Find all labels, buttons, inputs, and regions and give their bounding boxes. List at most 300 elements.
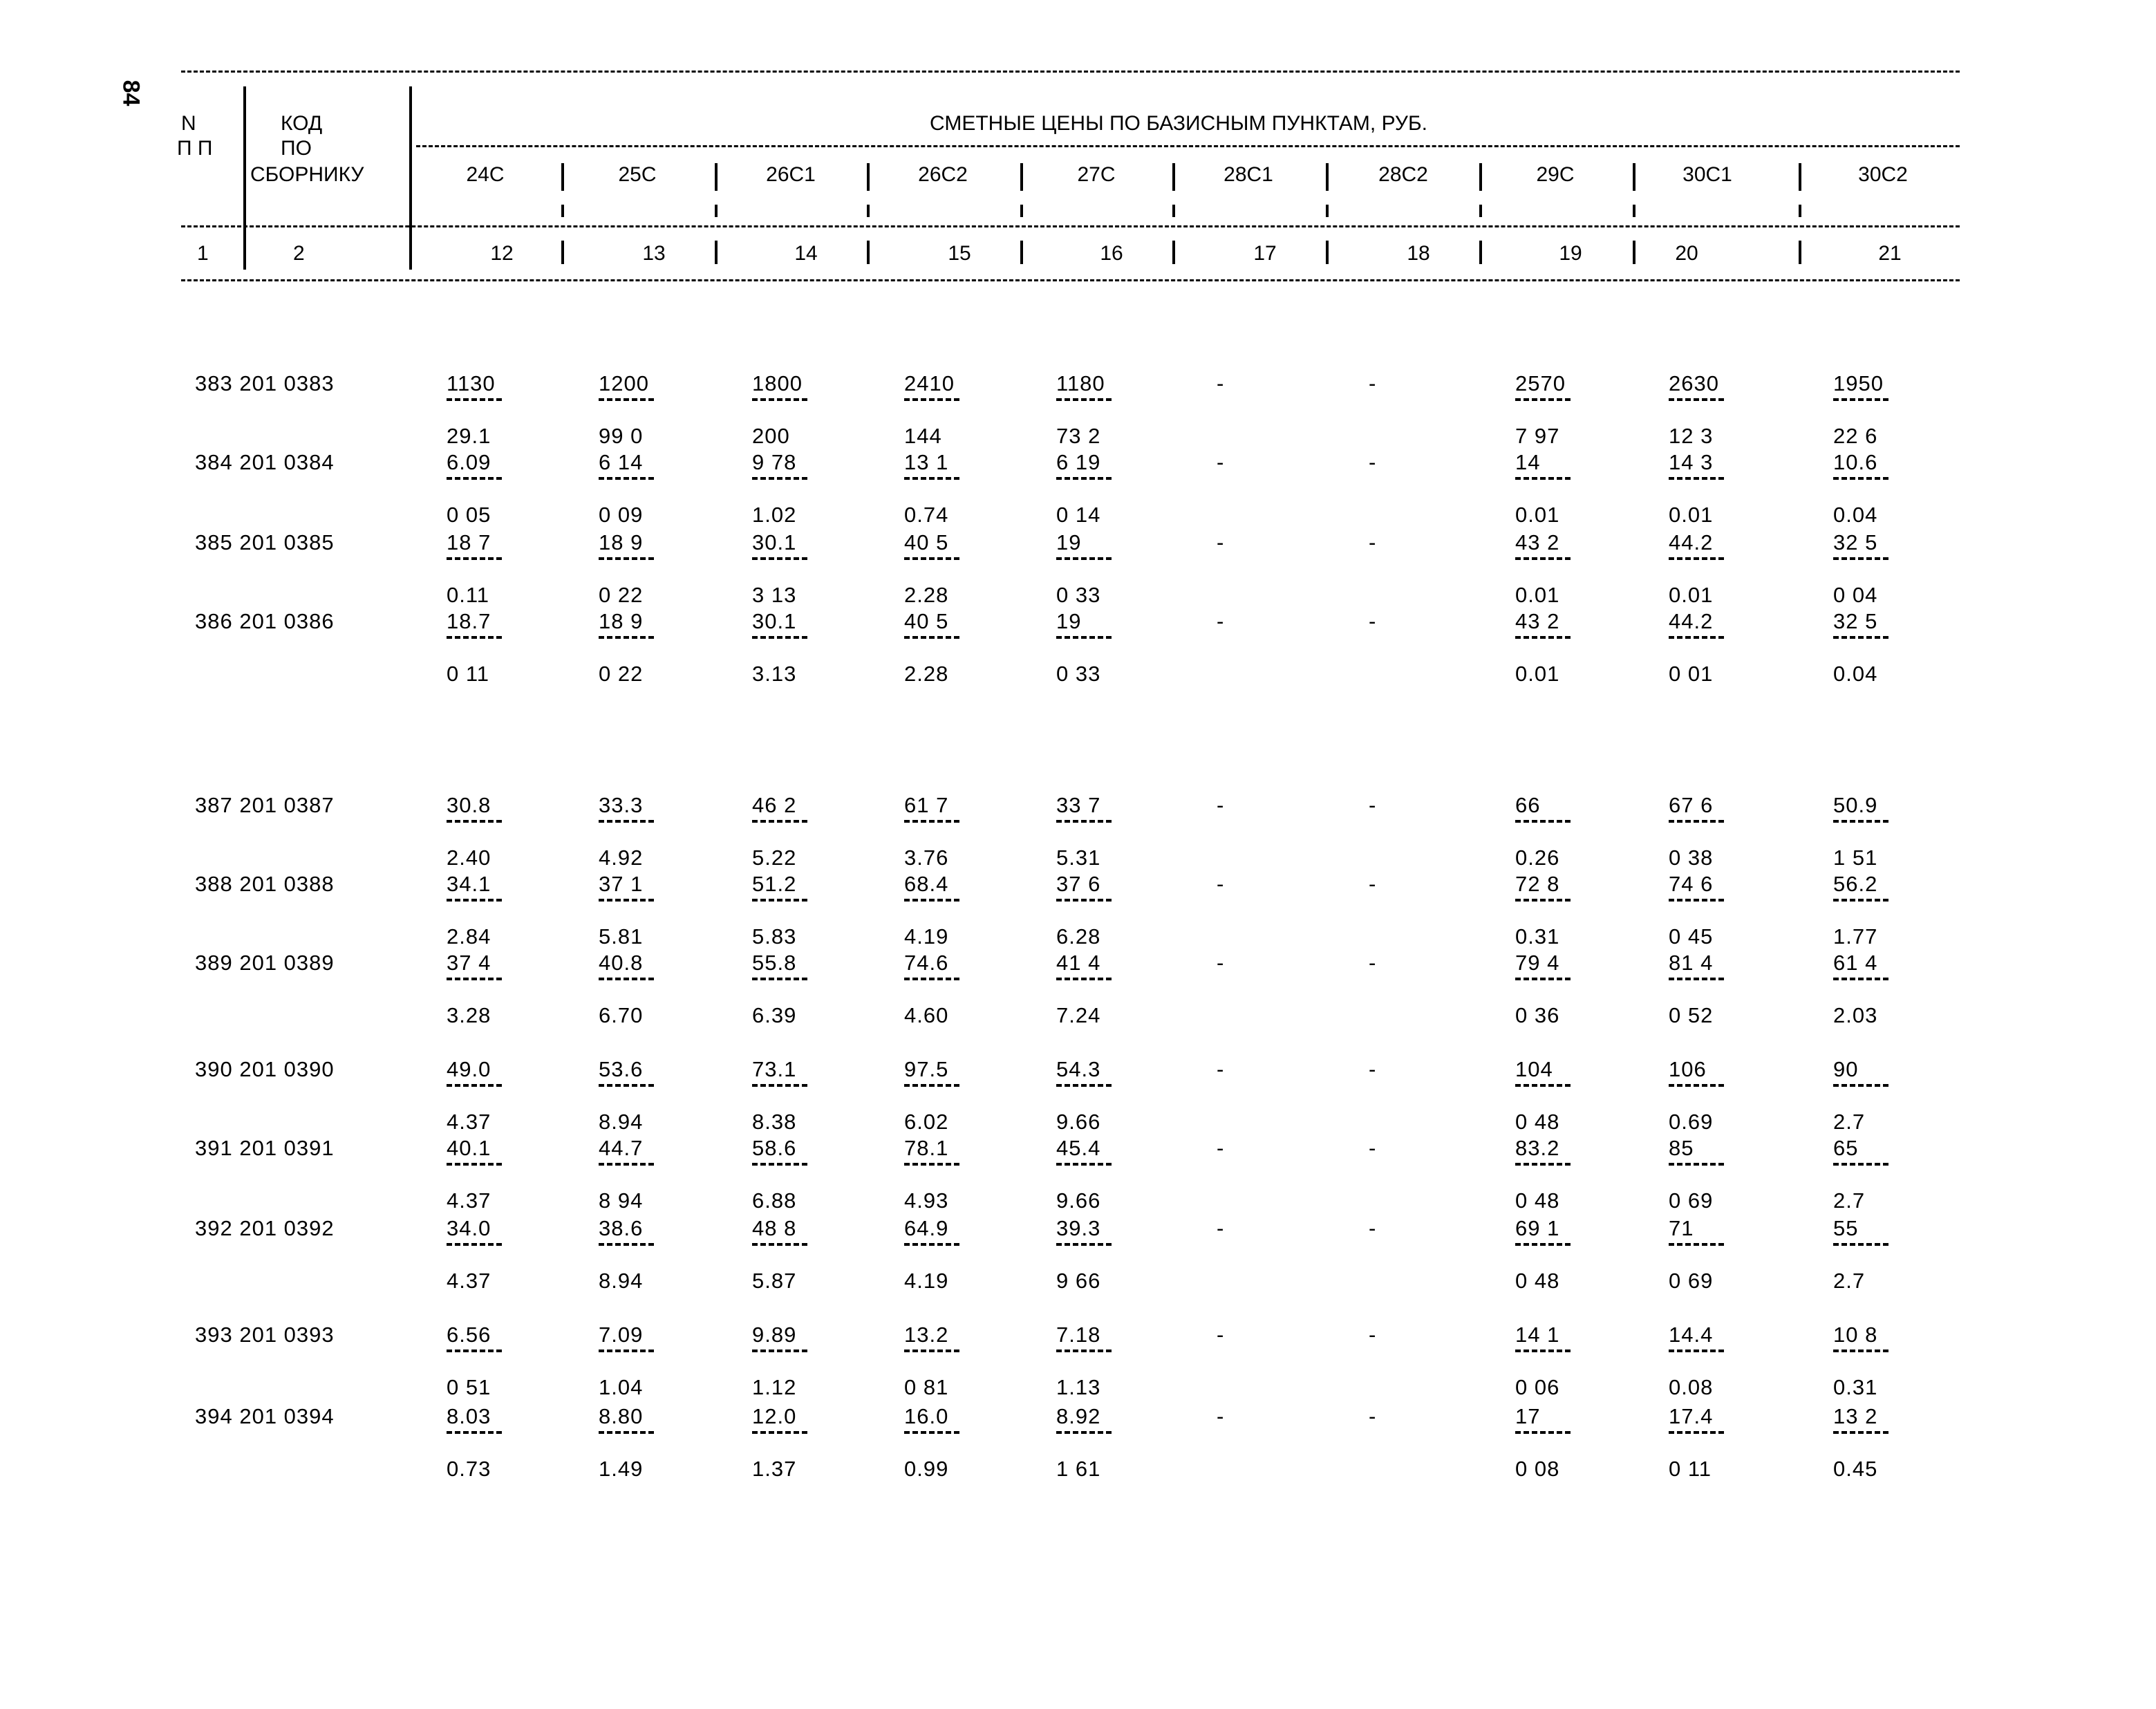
cell-top-value: - (1369, 872, 1377, 896)
column-header: 29С (1536, 163, 1575, 186)
cell-bottom-value: 2.03 (1833, 1003, 1878, 1027)
cell-top-value: 12.0 (752, 1404, 797, 1428)
cell-top-value: 61 4 (1833, 951, 1878, 975)
cell-top-value: 68.4 (904, 872, 949, 896)
cell-bottom-value: 4.19 (904, 1269, 949, 1293)
fraction-bar (752, 899, 807, 902)
cell-top-value: 32 5 (1833, 530, 1878, 554)
cell-top-value: 39.3 (1056, 1216, 1101, 1240)
cell-bottom-value: 2.7 (1833, 1110, 1866, 1134)
fraction-bar (1669, 899, 1724, 902)
cell-bottom-value: 1 61 (1056, 1457, 1101, 1481)
column-separator (561, 163, 564, 191)
fraction-bar (752, 557, 807, 560)
fraction-bar (1056, 899, 1112, 902)
fraction-bar (1515, 978, 1571, 980)
fraction-bar (1833, 820, 1888, 823)
cell-top-value: - (1369, 951, 1377, 975)
cell-top-value: 8.80 (599, 1404, 644, 1428)
cell-bottom-value: 6.70 (599, 1003, 644, 1027)
cell-top-value: 18.7 (447, 609, 491, 633)
rule-top (181, 71, 1960, 73)
fraction-bar (752, 1163, 807, 1166)
cell-bottom-value: 1.12 (752, 1375, 797, 1399)
cell-bottom-value: 0.99 (904, 1457, 949, 1481)
index-label: 18 (1407, 242, 1430, 265)
column-header: 28С1 (1224, 163, 1273, 186)
fraction-bar (447, 820, 502, 823)
column-separator (1172, 205, 1175, 217)
cell-bottom-value: 0.69 (1669, 1110, 1714, 1134)
cell-bottom-value: 12 3 (1669, 424, 1714, 448)
header-code-line2: ПО (281, 137, 312, 160)
fraction-bar (752, 1431, 807, 1434)
row-id: 385 201 0385 (195, 530, 335, 554)
cell-bottom-value: 0 01 (1669, 662, 1714, 686)
cell-bottom-value: 0.04 (1833, 662, 1878, 686)
fraction-bar (447, 1163, 502, 1166)
column-separator (1633, 163, 1635, 191)
index-label: 19 (1559, 242, 1582, 265)
fraction-bar (599, 820, 654, 823)
cell-top-value: 6.56 (447, 1323, 491, 1347)
fraction-bar (904, 398, 959, 401)
cell-top-value: 90 (1833, 1057, 1859, 1081)
fraction-bar (1833, 1350, 1888, 1352)
cell-top-value: 106 (1669, 1057, 1707, 1081)
cell-top-value: 2570 (1515, 371, 1566, 395)
cell-bottom-value: 4.37 (447, 1188, 491, 1213)
fraction-bar (1833, 1084, 1888, 1087)
cell-bottom-value: 5.22 (752, 846, 797, 870)
row-id: 386 201 0386 (195, 609, 335, 633)
cell-bottom-value: 8.94 (599, 1269, 644, 1293)
cell-bottom-value: 0 33 (1056, 583, 1101, 607)
rule-subheader (416, 145, 1960, 147)
fraction-bar (1833, 1163, 1888, 1166)
fraction-bar (904, 1084, 959, 1087)
cell-top-value: 44.7 (599, 1136, 644, 1160)
cell-bottom-value: 5.31 (1056, 846, 1101, 870)
cell-top-value: 1200 (599, 371, 649, 395)
cell-top-value: 1130 (447, 371, 496, 395)
cell-top-value: 37 1 (599, 872, 644, 896)
column-separator (409, 86, 412, 270)
cell-bottom-value: 0 38 (1669, 846, 1714, 870)
cell-bottom-value: 0 69 (1669, 1188, 1714, 1213)
column-separator (715, 163, 718, 191)
cell-top-value: 45.4 (1056, 1136, 1101, 1160)
cell-bottom-value: 3.13 (752, 662, 797, 686)
cell-bottom-value: 7 97 (1515, 424, 1560, 448)
cell-top-value: 67 6 (1669, 793, 1714, 817)
cell-top-value: 46 2 (752, 793, 797, 817)
cell-bottom-value: 0 22 (599, 583, 644, 607)
cell-bottom-value: 5.81 (599, 924, 644, 949)
fraction-bar (752, 1243, 807, 1246)
cell-bottom-value: 8.38 (752, 1110, 797, 1134)
fraction-bar (447, 899, 502, 902)
column-header: 26С1 (766, 163, 816, 186)
cell-top-value: 6.09 (447, 450, 491, 474)
fraction-bar (1669, 477, 1724, 480)
cell-bottom-value: 0 11 (1669, 1457, 1712, 1481)
cell-bottom-value: 3.28 (447, 1003, 491, 1027)
cell-bottom-value: 3 13 (752, 583, 797, 607)
cell-top-value: - (1217, 450, 1225, 474)
cell-top-value: 83.2 (1515, 1136, 1560, 1160)
cell-top-value: - (1369, 1323, 1377, 1347)
fraction-bar (1515, 1084, 1571, 1087)
column-separator (1020, 241, 1023, 264)
cell-top-value: 14.4 (1669, 1323, 1714, 1347)
page-number: 84 (118, 80, 144, 106)
fraction-bar (1669, 398, 1724, 401)
cell-top-value: 48 8 (752, 1216, 797, 1240)
row-id: 392 201 0392 (195, 1216, 335, 1240)
fraction-bar (599, 1350, 654, 1352)
index-label: 16 (1100, 242, 1123, 265)
cell-bottom-value: 4.93 (904, 1188, 949, 1213)
cell-bottom-value: 4.19 (904, 924, 949, 949)
cell-top-value: 1800 (752, 371, 803, 395)
fraction-bar (1515, 1243, 1571, 1246)
fraction-bar (599, 398, 654, 401)
cell-top-value: 55.8 (752, 951, 797, 975)
fraction-bar (1833, 557, 1888, 560)
column-header: 30С1 (1682, 163, 1732, 186)
fraction-bar (752, 820, 807, 823)
fraction-bar (1669, 1350, 1724, 1352)
fraction-bar (447, 477, 502, 480)
column-separator (1326, 241, 1329, 264)
column-separator (867, 241, 870, 264)
cell-bottom-value: 9 66 (1056, 1269, 1101, 1293)
cell-bottom-value: 0.74 (904, 503, 949, 527)
column-separator (243, 86, 246, 270)
cell-bottom-value: 6.28 (1056, 924, 1101, 949)
column-separator (1172, 163, 1175, 191)
header-number-line2: П П (177, 137, 213, 160)
row-id: 394 201 0394 (195, 1404, 335, 1428)
cell-bottom-value: 0 48 (1515, 1110, 1560, 1134)
cell-top-value: 8.03 (447, 1404, 491, 1428)
column-separator (1326, 163, 1329, 191)
cell-bottom-value: 0 48 (1515, 1269, 1560, 1293)
column-separator (1479, 163, 1482, 191)
cell-top-value: - (1369, 450, 1377, 474)
cell-top-value: 43 2 (1515, 530, 1560, 554)
fraction-bar (1056, 820, 1112, 823)
fraction-bar (1056, 1431, 1112, 1434)
cell-bottom-value: 6.88 (752, 1188, 797, 1213)
cell-bottom-value: 0 36 (1515, 1003, 1560, 1027)
cell-bottom-value: 0 11 (447, 662, 490, 686)
cell-top-value: 18 9 (599, 530, 644, 554)
cell-bottom-value: 2.7 (1833, 1269, 1866, 1293)
header-code-line3: СБОРНИКУ (250, 163, 364, 186)
cell-bottom-value: 5.87 (752, 1269, 797, 1293)
cell-top-value: 33.3 (599, 793, 644, 817)
cell-bottom-value: 0 09 (599, 503, 644, 527)
cell-bottom-value: 1.49 (599, 1457, 644, 1481)
fraction-bar (752, 978, 807, 980)
cell-top-value: 85 (1669, 1136, 1694, 1160)
cell-top-value: - (1217, 951, 1225, 975)
cell-bottom-value: 0.04 (1833, 503, 1878, 527)
column-separator (1479, 241, 1482, 264)
fraction-bar (1056, 557, 1112, 560)
fraction-bar (447, 398, 502, 401)
column-separator (1633, 241, 1635, 264)
cell-bottom-value: 1.04 (599, 1375, 644, 1399)
cell-top-value: - (1369, 793, 1377, 817)
column-separator (1633, 205, 1635, 217)
cell-top-value: 9.89 (752, 1323, 797, 1347)
cell-top-value: 56.2 (1833, 872, 1878, 896)
cell-top-value: 14 (1515, 450, 1541, 474)
column-separator (1799, 241, 1801, 264)
cell-bottom-value: 9.66 (1056, 1188, 1101, 1213)
cell-top-value: 19 (1056, 530, 1082, 554)
cell-bottom-value: 73 2 (1056, 424, 1101, 448)
fraction-bar (1669, 1084, 1724, 1087)
cell-top-value: 30.8 (447, 793, 491, 817)
fraction-bar (599, 1163, 654, 1166)
cell-top-value: 81 4 (1669, 951, 1714, 975)
header-number-line1: N (181, 112, 196, 135)
cell-top-value: 33 7 (1056, 793, 1101, 817)
column-separator (715, 205, 718, 217)
cell-top-value: 6 14 (599, 450, 644, 474)
column-header: 24С (466, 163, 505, 186)
cell-top-value: 51.2 (752, 872, 797, 896)
cell-bottom-value: 1.13 (1056, 1375, 1101, 1399)
cell-bottom-value: 2.28 (904, 662, 949, 686)
cell-top-value: 78.1 (904, 1136, 949, 1160)
cell-top-value: 2630 (1669, 371, 1719, 395)
cell-top-value: 41 4 (1056, 951, 1101, 975)
row-id: 384 201 0384 (195, 450, 335, 474)
cell-bottom-value: 0 06 (1515, 1375, 1560, 1399)
cell-top-value: 7.09 (599, 1323, 644, 1347)
fraction-bar (1515, 1163, 1571, 1166)
cell-top-value: - (1217, 1323, 1225, 1347)
cell-top-value: 10 8 (1833, 1323, 1878, 1347)
cell-bottom-value: 0.08 (1669, 1375, 1714, 1399)
cell-bottom-value: 4.60 (904, 1003, 949, 1027)
cell-top-value: 13 2 (1833, 1404, 1878, 1428)
cell-bottom-value: 0.01 (1515, 662, 1560, 686)
cell-top-value: 66 (1515, 793, 1541, 817)
column-header: 27С (1077, 163, 1116, 186)
cell-bottom-value: 0.73 (447, 1457, 491, 1481)
cell-bottom-value: 2.84 (447, 924, 491, 949)
cell-top-value: 1180 (1056, 371, 1105, 395)
fraction-bar (1056, 1243, 1112, 1246)
cell-top-value: 73.1 (752, 1057, 797, 1081)
cell-bottom-value: 99 0 (599, 424, 644, 448)
fraction-bar (904, 1163, 959, 1166)
fraction-bar (1515, 899, 1571, 902)
rule-index-bottom (181, 279, 1960, 281)
fraction-bar (1669, 636, 1724, 639)
cell-bottom-value: 0 33 (1056, 662, 1101, 686)
cell-top-value: 37 4 (447, 951, 491, 975)
fraction-bar (752, 636, 807, 639)
cell-bottom-value: 0.26 (1515, 846, 1560, 870)
fraction-bar (1056, 477, 1112, 480)
cell-top-value: 6 19 (1056, 450, 1101, 474)
column-separator (1799, 163, 1801, 191)
cell-bottom-value: 0.01 (1669, 503, 1714, 527)
cell-bottom-value: 0.11 (447, 583, 490, 607)
cell-top-value: 54.3 (1056, 1057, 1101, 1081)
cell-bottom-value: 29.1 (447, 424, 491, 448)
cell-top-value: 10.6 (1833, 450, 1878, 474)
fraction-bar (1833, 899, 1888, 902)
row-id: 390 201 0390 (195, 1057, 335, 1081)
column-separator (867, 205, 870, 217)
fraction-bar (1833, 1431, 1888, 1434)
cell-bottom-value: 6.39 (752, 1003, 797, 1027)
cell-top-value: 34.0 (447, 1216, 491, 1240)
fraction-bar (904, 557, 959, 560)
fraction-bar (752, 477, 807, 480)
column-separator (561, 205, 564, 217)
cell-top-value: 16.0 (904, 1404, 949, 1428)
column-separator (867, 163, 870, 191)
cell-bottom-value: 9.66 (1056, 1110, 1101, 1134)
fraction-bar (599, 1431, 654, 1434)
cell-top-value: 65 (1833, 1136, 1859, 1160)
cell-bottom-value: 0 22 (599, 662, 644, 686)
cell-top-value: 19 (1056, 609, 1082, 633)
column-separator (1799, 205, 1801, 217)
cell-bottom-value: 144 (904, 424, 942, 448)
fraction-bar (447, 1431, 502, 1434)
fraction-bar (1669, 557, 1724, 560)
cell-bottom-value: 0 45 (1669, 924, 1714, 949)
cell-top-value: 40 5 (904, 530, 949, 554)
fraction-bar (1056, 978, 1112, 980)
fraction-bar (1833, 398, 1888, 401)
row-id: 389 201 0389 (195, 951, 335, 975)
cell-top-value: - (1217, 371, 1225, 395)
fraction-bar (447, 1243, 502, 1246)
cell-bottom-value: 0.01 (1669, 583, 1714, 607)
fraction-bar (904, 820, 959, 823)
cell-top-value: 74.6 (904, 951, 949, 975)
cell-bottom-value: 0.01 (1515, 583, 1560, 607)
row-id: 388 201 0388 (195, 872, 335, 896)
index-label: 21 (1878, 242, 1902, 265)
cell-top-value: 97.5 (904, 1057, 949, 1081)
cell-bottom-value: 6.02 (904, 1110, 949, 1134)
fraction-bar (1833, 636, 1888, 639)
cell-bottom-value: 0.45 (1833, 1457, 1878, 1481)
column-separator (1326, 205, 1329, 217)
cell-bottom-value: 0.01 (1515, 503, 1560, 527)
cell-top-value: 53.6 (599, 1057, 644, 1081)
fraction-bar (904, 1350, 959, 1352)
cell-bottom-value: 0 51 (447, 1375, 491, 1399)
cell-top-value: 30.1 (752, 609, 797, 633)
cell-bottom-value: 1.02 (752, 503, 797, 527)
index-label: 17 (1253, 242, 1277, 265)
fraction-bar (1515, 398, 1571, 401)
fraction-bar (1056, 1084, 1112, 1087)
fraction-bar (1515, 557, 1571, 560)
fraction-bar (599, 477, 654, 480)
row-id: 387 201 0387 (195, 793, 335, 817)
cell-bottom-value: 0 48 (1515, 1188, 1560, 1213)
cell-top-value: - (1369, 609, 1377, 633)
cell-top-value: 49.0 (447, 1057, 491, 1081)
fraction-bar (1056, 636, 1112, 639)
cell-bottom-value: 2.7 (1833, 1188, 1866, 1213)
column-separator (1479, 205, 1482, 217)
fraction-bar (599, 1084, 654, 1087)
cell-top-value: 40 5 (904, 609, 949, 633)
cell-bottom-value: 0 04 (1833, 583, 1878, 607)
header-group-title: СМЕТНЫЕ ЦЕНЫ ПО БАЗИСНЫМ ПУНКТАМ, РУБ. (930, 112, 1427, 135)
cell-top-value: 18 7 (447, 530, 491, 554)
cell-top-value: - (1369, 530, 1377, 554)
cell-bottom-value: 4.37 (447, 1269, 491, 1293)
column-header: 30С2 (1858, 163, 1908, 186)
cell-top-value: 17.4 (1669, 1404, 1714, 1428)
cell-top-value: 30.1 (752, 530, 797, 554)
column-header: 28С2 (1378, 163, 1428, 186)
fraction-bar (447, 978, 502, 980)
cell-top-value: 7.18 (1056, 1323, 1101, 1347)
cell-top-value: 40.8 (599, 951, 644, 975)
fraction-bar (1833, 477, 1888, 480)
cell-bottom-value: 7.24 (1056, 1003, 1101, 1027)
cell-top-value: - (1217, 1136, 1225, 1160)
cell-top-value: 34.1 (447, 872, 491, 896)
cell-bottom-value: 4.37 (447, 1110, 491, 1134)
fraction-bar (1669, 1243, 1724, 1246)
cell-bottom-value: 0 14 (1056, 503, 1101, 527)
cell-top-value: 14 3 (1669, 450, 1714, 474)
cell-top-value: 32 5 (1833, 609, 1878, 633)
cell-bottom-value: 2.28 (904, 583, 949, 607)
cell-top-value: 69 1 (1515, 1216, 1560, 1240)
cell-top-value: 79 4 (1515, 951, 1560, 975)
cell-top-value: 8.92 (1056, 1404, 1101, 1428)
fraction-bar (599, 557, 654, 560)
cell-bottom-value: 8.94 (599, 1110, 644, 1134)
cell-top-value: 104 (1515, 1057, 1553, 1081)
column-separator (1020, 205, 1023, 217)
fraction-bar (599, 636, 654, 639)
row-id: 383 201 0383 (195, 371, 335, 395)
index-label: 14 (794, 242, 818, 265)
cell-bottom-value: 0.31 (1833, 1375, 1878, 1399)
cell-bottom-value: 0 05 (447, 503, 491, 527)
cell-top-value: 14 1 (1515, 1323, 1560, 1347)
cell-top-value: 71 (1669, 1216, 1694, 1240)
column-header: 26С2 (918, 163, 968, 186)
cell-bottom-value: 4.92 (599, 846, 644, 870)
column-separator (561, 241, 564, 264)
cell-top-value: - (1217, 1404, 1225, 1428)
cell-bottom-value: 0 81 (904, 1375, 949, 1399)
cell-top-value: - (1217, 793, 1225, 817)
cell-top-value: - (1369, 1404, 1377, 1428)
